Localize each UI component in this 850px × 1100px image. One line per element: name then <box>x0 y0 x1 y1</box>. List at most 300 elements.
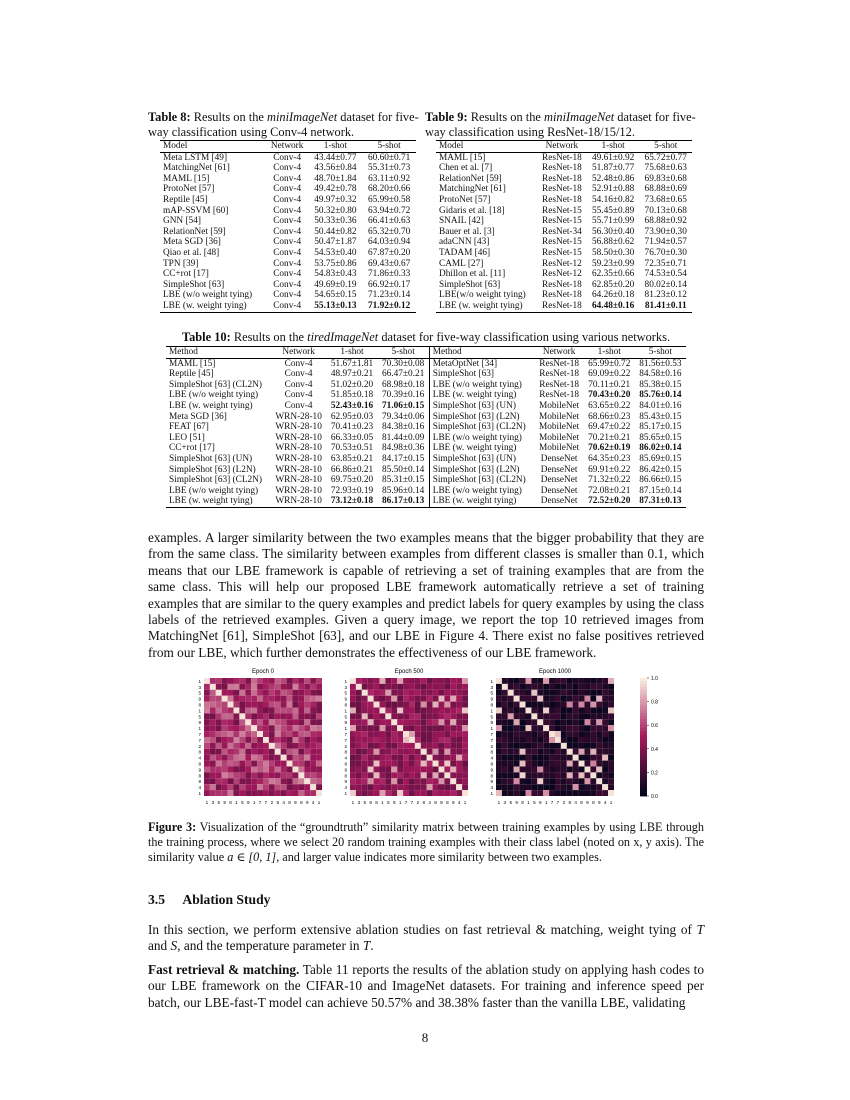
heatmap-cell <box>496 731 502 737</box>
heatmap-y-label: 2 <box>198 743 201 749</box>
heatmap-y-label: 8 <box>198 773 201 779</box>
heatmap-cell <box>526 713 532 719</box>
colorbar-tick-label: 0.4 <box>651 746 658 753</box>
heatmap-cell <box>287 713 293 719</box>
heatmap-cell <box>567 678 573 684</box>
heatmap-cell <box>502 784 508 790</box>
heatmap-cell <box>374 708 380 714</box>
section-para-mid2: , and the temperature parameter in <box>177 938 363 954</box>
colorbar-segment <box>640 772 647 775</box>
table10-header: Network <box>542 347 576 357</box>
heatmap-cell <box>502 790 508 796</box>
heatmap-cell <box>602 743 608 749</box>
heatmap-cell <box>239 767 245 773</box>
heatmap-cell <box>362 767 368 773</box>
heatmap-cell <box>590 725 596 731</box>
heatmap-cell <box>573 790 579 796</box>
heatmap-cell <box>531 772 537 778</box>
heatmap-cell <box>397 767 403 773</box>
table9-cell: ProtoNet [57] <box>439 194 491 205</box>
heatmap-cell <box>391 743 397 749</box>
heatmap-cell <box>293 772 299 778</box>
heatmap-cell <box>397 696 403 702</box>
heatmap-cell <box>585 778 591 784</box>
heatmap-cell <box>537 702 543 708</box>
heatmap-cell <box>555 767 561 773</box>
heatmap-cell <box>234 767 240 773</box>
heatmap-cell <box>234 731 240 737</box>
table9-cell: MAML [15] <box>439 152 486 163</box>
heatmap-cell <box>502 731 508 737</box>
table10-cell: MAML [15] <box>169 358 216 369</box>
heatmap-cell <box>427 790 433 796</box>
heatmap-cell <box>456 708 462 714</box>
table8-cell: Conv-4 <box>273 152 302 163</box>
heatmap-cell <box>433 696 439 702</box>
table10-header: 5-shot <box>648 347 673 357</box>
heatmap-cell <box>450 772 456 778</box>
heatmap-cell <box>391 725 397 731</box>
heatmap-cell <box>222 719 228 725</box>
heatmap-cell <box>310 737 316 743</box>
heatmap-cell <box>543 790 549 796</box>
heatmap-cell <box>421 696 427 702</box>
heatmap-cell <box>234 702 240 708</box>
heatmap-cell <box>304 761 310 767</box>
section-para-mid1: and <box>148 938 171 954</box>
heatmap-cell <box>456 749 462 755</box>
heatmap-cell <box>287 684 293 690</box>
heatmap-cell <box>385 702 391 708</box>
table8-cell: Conv-4 <box>273 173 302 184</box>
table10-cell: LBE (w. weight tying) <box>429 496 534 507</box>
table9-row <box>436 184 692 195</box>
heatmap-cell <box>508 784 514 790</box>
heatmap-cell <box>526 778 532 784</box>
heatmap-cell <box>228 713 234 719</box>
heatmap-cell <box>239 749 245 755</box>
table8-cell: Conv-4 <box>273 269 302 280</box>
heatmap-x-label: 9 <box>223 800 226 805</box>
heatmap-cell <box>374 702 380 708</box>
table10-cell: 70.21±0.21 <box>588 432 631 443</box>
heatmap-cell <box>210 784 216 790</box>
heatmap-y-label: 4 <box>198 755 201 761</box>
heatmap-cell <box>257 749 263 755</box>
table9-cell: 62.35±0.66 <box>591 269 635 280</box>
heatmap-cell <box>526 678 532 684</box>
heatmap-y-label: 9 <box>198 779 201 785</box>
heatmap-cell <box>456 772 462 778</box>
heatmap-cell <box>228 696 234 702</box>
heatmap-cell <box>531 761 537 767</box>
heatmap-cell <box>251 690 257 696</box>
table9-cell: ResNet-15 <box>542 216 582 227</box>
heatmap-cell <box>350 719 356 725</box>
table8-cell: 55.31±0.73 <box>367 163 411 174</box>
heatmap-cell <box>608 749 614 755</box>
heatmap-cell <box>362 790 368 796</box>
heatmap-cell <box>234 755 240 761</box>
table9-row <box>436 152 692 163</box>
heatmap-cell <box>269 678 275 684</box>
table8-cell: GNN [54] <box>163 216 201 227</box>
heatmap-cell <box>222 772 228 778</box>
heatmap-cell <box>579 713 585 719</box>
heatmap-cell <box>403 725 409 731</box>
heatmap-cell <box>368 743 374 749</box>
heatmap-cell <box>567 737 573 743</box>
heatmap-cell <box>450 731 456 737</box>
heatmap-cell <box>403 790 409 796</box>
heatmap-cell <box>362 719 368 725</box>
colorbar-segment <box>640 767 647 770</box>
heatmap-cell <box>415 790 421 796</box>
heatmap-cell <box>316 731 322 737</box>
heatmap-cell <box>567 725 573 731</box>
table8-cell: 48.70±1.84 <box>314 173 357 184</box>
heatmap-cell <box>210 749 216 755</box>
section-number: 3.5 <box>148 892 165 907</box>
heatmap-cell <box>397 790 403 796</box>
table8-cell: RelationNet [59] <box>163 226 226 237</box>
table9-row <box>436 216 692 227</box>
heatmap-cell <box>356 696 362 702</box>
heatmap-cell <box>239 690 245 696</box>
heatmap-cell <box>433 713 439 719</box>
heatmap-cell <box>496 755 502 761</box>
heatmap-cell <box>293 737 299 743</box>
heatmap-x-label: 7 <box>264 800 268 805</box>
heatmap-cell <box>245 731 251 737</box>
table9-caption-post: dataset for five-way classification using ResNet-18/15/12. <box>425 110 696 139</box>
heatmap-cell <box>403 690 409 696</box>
heatmap-cell <box>585 737 591 743</box>
table9-cell: Chen et al. [7] <box>439 163 493 174</box>
heatmap-cell <box>409 684 415 690</box>
heatmap-cell <box>397 737 403 743</box>
heatmap-y-label: 1 <box>198 708 201 714</box>
heatmap-cell <box>585 731 591 737</box>
heatmap-cell <box>514 708 520 714</box>
heatmap-cell <box>409 784 415 790</box>
heatmap-cell <box>590 696 596 702</box>
heatmap-cell <box>567 772 573 778</box>
heatmap-cell <box>585 784 591 790</box>
table10-cell: 51.67±1.81 <box>330 358 374 369</box>
heatmap-cell <box>362 743 368 749</box>
heatmap-cell <box>596 749 602 755</box>
table9-cell: SimpleShot [63] <box>439 279 501 290</box>
table9-row <box>436 280 692 291</box>
heatmap-x-label: 8 <box>568 800 572 805</box>
heatmap-cell <box>456 737 462 743</box>
figure3-caption-math: a ∈ [0, 1] <box>227 849 277 864</box>
heatmap-cell <box>543 761 549 767</box>
heatmap-cell <box>385 725 391 731</box>
heatmap-cell <box>374 772 380 778</box>
heatmap-cell <box>397 708 403 714</box>
heatmap-cell <box>356 790 362 796</box>
heatmap-cell <box>508 772 514 778</box>
table10-cell: 85.31±0.15 <box>382 475 425 486</box>
heatmap-cell <box>590 755 596 761</box>
heatmap-cell <box>502 678 508 684</box>
table10-cell: 85.69±0.15 <box>639 453 682 464</box>
heatmap-cell <box>275 678 281 684</box>
heatmap-cell <box>602 708 608 714</box>
heatmap-cell <box>526 743 532 749</box>
heatmap-cell <box>239 725 245 731</box>
heatmap-cell <box>257 784 263 790</box>
heatmap-cell <box>585 713 591 719</box>
heatmap-cell <box>403 784 409 790</box>
heatmap-cell <box>350 678 356 684</box>
heatmap-y-label: 9 <box>198 720 201 726</box>
heatmap-cell <box>275 725 281 731</box>
heatmap-cell <box>573 713 579 719</box>
table8-row <box>160 163 416 174</box>
heatmap-cell <box>590 772 596 778</box>
table8-cell: Conv-4 <box>273 194 302 205</box>
heatmap-cell <box>543 784 549 790</box>
heatmap-cell <box>427 713 433 719</box>
table9-cell: 72.35±0.71 <box>644 258 687 269</box>
table9-cell: 81.23±0.12 <box>644 290 687 301</box>
heatmap-cell <box>245 755 251 761</box>
colorbar-segment <box>640 784 647 787</box>
heatmap-cell <box>531 737 537 743</box>
heatmap-y-label: 5 <box>344 714 347 720</box>
heatmap-cell <box>263 719 269 725</box>
heatmap-cell <box>304 743 310 749</box>
heatmap-cell <box>549 719 555 725</box>
heatmap-cell <box>391 696 397 702</box>
heatmap-cell <box>421 761 427 767</box>
table8-header: Model <box>163 141 188 151</box>
heatmap-cell <box>397 784 403 790</box>
heatmap-cell <box>433 761 439 767</box>
colorbar-segment <box>640 716 647 719</box>
heatmap-cell <box>520 690 526 696</box>
heatmap-cell <box>561 761 567 767</box>
heatmap-cell <box>245 719 251 725</box>
colorbar-segment <box>640 713 647 716</box>
heatmap-x-label: 1 <box>544 800 548 805</box>
heatmap-cell <box>502 719 508 725</box>
heatmap-cell <box>210 684 216 690</box>
heatmap-cell <box>514 713 520 719</box>
heatmap-cell <box>409 778 415 784</box>
heatmap-cell <box>356 690 362 696</box>
heatmap-cell <box>427 708 433 714</box>
heatmap-cell <box>269 725 275 731</box>
heatmap-cell <box>298 725 304 731</box>
heatmap-cell <box>263 778 269 784</box>
heatmap-cell <box>526 761 532 767</box>
heatmap-cell <box>555 755 561 761</box>
table10-cell: 63.85±0.21 <box>330 453 374 464</box>
heatmap-cell <box>537 725 543 731</box>
table10-cell: ResNet-18 <box>539 358 580 369</box>
heatmap-cell <box>251 678 257 684</box>
table10-cell: SimpleShot [63] (CL2N) <box>429 422 534 433</box>
heatmap-cell <box>374 684 380 690</box>
heatmap-cell <box>427 767 433 773</box>
heatmap-cell <box>573 767 579 773</box>
heatmap-y-label: 7 <box>490 732 493 737</box>
heatmap-cell <box>350 702 356 708</box>
heatmap-cell <box>287 719 293 725</box>
heatmap-cell <box>549 772 555 778</box>
heatmap-cell <box>216 761 222 767</box>
heatmap-cell <box>251 767 257 773</box>
table8-cell: mAP-SSVM [60] <box>163 205 229 216</box>
colorbar-segment <box>640 746 647 749</box>
heatmap-cell <box>356 761 362 767</box>
heatmap-cell <box>287 772 293 778</box>
table10-cell: MobileNet <box>538 400 580 411</box>
heatmap-cell <box>350 743 356 749</box>
table10-header: 1-shot <box>340 347 364 357</box>
heatmap-cell <box>526 719 532 725</box>
heatmap-cell <box>298 684 304 690</box>
table10-cell: 84.01±0.16 <box>639 400 682 411</box>
heatmap-cell <box>421 778 427 784</box>
heatmap-cell <box>263 743 269 749</box>
heatmap-cell <box>549 678 555 684</box>
heatmap-cell <box>549 708 555 714</box>
heatmap-x-label: 4 <box>603 800 607 805</box>
heatmap-cell <box>222 790 228 796</box>
heatmap-cell <box>514 743 520 749</box>
heatmap-cell <box>444 725 450 731</box>
heatmap-cell <box>245 696 251 702</box>
heatmap-cell <box>293 696 299 702</box>
heatmap-cell <box>263 731 269 737</box>
heatmap-cell <box>269 690 275 696</box>
heatmap-cell <box>520 755 526 761</box>
heatmap-cell <box>409 702 415 708</box>
heatmap-cell <box>590 784 596 790</box>
table9-cell: 64.48±0.16 <box>591 300 635 311</box>
table9-cell: adaCNN [43] <box>439 237 490 248</box>
heatmap-cell <box>385 713 391 719</box>
heatmap-cell <box>257 743 263 749</box>
heatmap-cell <box>216 784 222 790</box>
heatmap-x-label: 5 <box>387 800 390 805</box>
table9-row <box>436 301 692 312</box>
heatmap-cell <box>403 696 409 702</box>
heatmap-y-label: 3 <box>344 684 347 690</box>
heatmap-cell <box>602 684 608 690</box>
heatmap-cell <box>608 790 614 796</box>
heatmap-cell <box>374 790 380 796</box>
table9-cell: 58.50±0.30 <box>591 247 635 258</box>
heatmap-cell <box>450 767 456 773</box>
heatmap-cell <box>251 743 257 749</box>
heatmap-cell <box>520 767 526 773</box>
colorbar-segment <box>640 761 647 764</box>
section-para-end: . <box>370 938 374 954</box>
heatmap-cell <box>350 684 356 690</box>
heatmap-cell <box>462 678 468 684</box>
heatmap-cell <box>561 725 567 731</box>
heatmap-x-label: 5 <box>533 800 536 805</box>
heatmap-cell <box>397 761 403 767</box>
table9-cell: ResNet-18 <box>542 290 582 301</box>
table10-caption <box>148 330 704 345</box>
heatmap-y-label: 9 <box>490 720 493 726</box>
heatmap-cell <box>514 696 520 702</box>
heatmap-cell <box>350 755 356 761</box>
heatmap-cell <box>596 743 602 749</box>
colorbar-segment <box>640 690 647 693</box>
heatmap-cell <box>222 778 228 784</box>
heatmap-cell <box>555 772 561 778</box>
heatmap-cell <box>368 778 374 784</box>
heatmap-x-label: 9 <box>294 800 297 805</box>
heatmap-cell <box>450 749 456 755</box>
heatmap-cell <box>304 696 310 702</box>
heatmap-cell <box>444 708 450 714</box>
table10-cell: 81.44±0.09 <box>382 432 425 443</box>
table8 <box>160 140 416 313</box>
heatmap-cell <box>537 719 543 725</box>
heatmap-cell <box>269 731 275 737</box>
heatmap-cell <box>439 737 445 743</box>
table10-cell: 72.52±0.20 <box>588 496 631 507</box>
heatmap-cell <box>391 731 397 737</box>
table9-cell: ResNet-15 <box>542 247 582 258</box>
heatmap-cell <box>409 772 415 778</box>
table9-cell: ResNet-34 <box>542 226 582 237</box>
table10-cell: WRN-28-10 <box>275 453 322 464</box>
heatmap-cell <box>304 767 310 773</box>
heatmap-cell <box>415 731 421 737</box>
heatmap-cell <box>433 684 439 690</box>
heatmap-cell <box>590 743 596 749</box>
table8-cell: 68.20±0.66 <box>367 184 411 195</box>
heatmap-cell <box>561 696 567 702</box>
table8-cell: Meta LSTM [49] <box>163 152 228 163</box>
table10-cell: 69.75±0.20 <box>330 475 374 486</box>
heatmap-cell <box>520 749 526 755</box>
heatmap-cell <box>234 761 240 767</box>
heatmap-cell <box>374 761 380 767</box>
heatmap-cell <box>450 761 456 767</box>
table8-cell: 67.87±0.20 <box>367 247 411 258</box>
table10-cell: 69.09±0.22 <box>588 369 631 380</box>
heatmap-cell <box>281 725 287 731</box>
heatmap-cell <box>555 731 561 737</box>
heatmap-cell <box>281 784 287 790</box>
heatmap-cell <box>293 702 299 708</box>
heatmap-cell <box>508 790 514 796</box>
heatmap-cell <box>239 708 245 714</box>
heatmap-cell <box>234 737 240 743</box>
heatmap-cell <box>537 755 543 761</box>
heatmap-cell <box>257 761 263 767</box>
heatmap-cell <box>263 755 269 761</box>
heatmap-cell <box>555 702 561 708</box>
heatmap-cell <box>385 778 391 784</box>
heatmap-cell <box>450 702 456 708</box>
heatmap-cell <box>239 696 245 702</box>
heatmap-cell <box>579 684 585 690</box>
heatmap-cell <box>508 708 514 714</box>
table9-cell: MatchingNet [61] <box>439 184 506 195</box>
